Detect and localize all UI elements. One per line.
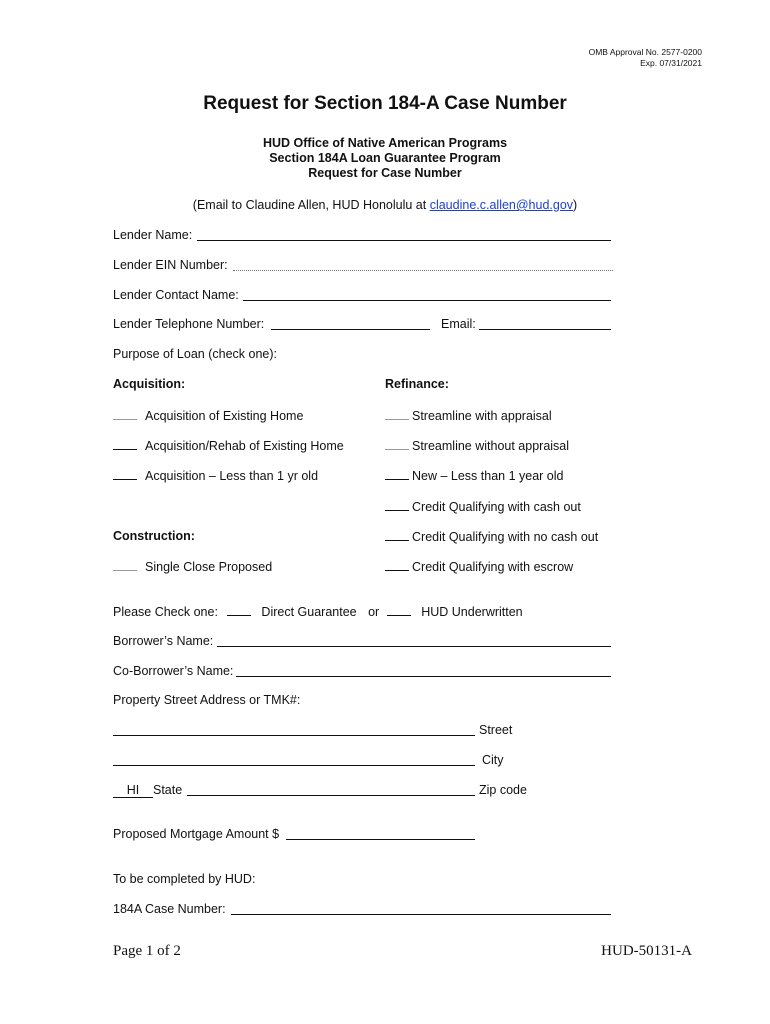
request-subtitle: Request for Case Number bbox=[308, 166, 462, 180]
property-address-label: Property Street Address or TMK#: bbox=[113, 693, 301, 707]
refinance-option bbox=[385, 559, 573, 574]
single-close-label: Single Close Proposed bbox=[145, 560, 273, 574]
acquisition-option bbox=[113, 468, 318, 483]
city-label: City bbox=[482, 753, 504, 767]
credit-escrow-checkbox[interactable] bbox=[385, 559, 409, 571]
refinance-option bbox=[385, 438, 569, 453]
hud-section-label: To be completed by HUD: bbox=[113, 872, 256, 886]
email-link[interactable]: claudine.c.allen@hud.gov bbox=[429, 198, 574, 212]
check-one-label: Please Check one: bbox=[113, 605, 218, 619]
lender-ein-field[interactable] bbox=[233, 270, 613, 271]
lender-name-field[interactable] bbox=[197, 240, 611, 241]
lender-name-label: Lender Name: bbox=[113, 228, 193, 242]
email-label: Email: bbox=[441, 317, 476, 331]
lender-phone-field[interactable] bbox=[271, 329, 430, 330]
lender-contact-field[interactable] bbox=[243, 300, 611, 301]
refinance-new-label: New – Less than 1 year old bbox=[412, 469, 564, 483]
streamline-no-appraisal-checkbox[interactable] bbox=[385, 438, 409, 450]
single-close-checkbox[interactable] bbox=[113, 559, 137, 571]
credit-no-cash-out-checkbox[interactable] bbox=[385, 529, 409, 541]
state-label: State bbox=[153, 783, 183, 797]
acquisition-option bbox=[113, 408, 303, 423]
zip-code-label: Zip code bbox=[479, 783, 527, 797]
acquisition-existing-checkbox[interactable] bbox=[113, 408, 137, 420]
refinance-option bbox=[385, 499, 581, 514]
page-number: Page 1 of 2 bbox=[113, 943, 181, 959]
email-field[interactable] bbox=[479, 329, 611, 330]
credit-cash-out-label: Credit Qualifying with cash out bbox=[412, 500, 581, 514]
credit-no-cash-out-label: Credit Qualifying with no cash out bbox=[412, 530, 599, 544]
credit-cash-out-checkbox[interactable] bbox=[385, 499, 409, 511]
mortgage-amount-label: Proposed Mortgage Amount $ bbox=[113, 827, 280, 841]
refinance-option bbox=[385, 529, 598, 544]
purpose-label: Purpose of Loan (check one): bbox=[113, 347, 277, 361]
hud-underwritten-label: HUD Underwritten bbox=[421, 605, 523, 619]
refinance-option bbox=[385, 468, 563, 483]
email-instruction-prefix: (Email to Claudine Allen, HUD Honolulu at bbox=[192, 198, 430, 212]
acquisition-rehab-label: Acquisition/Rehab of Existing Home bbox=[145, 439, 344, 453]
construction-heading: Construction: bbox=[113, 529, 195, 543]
email-instruction-suffix: ) bbox=[573, 198, 578, 212]
or-text: or bbox=[368, 605, 380, 619]
acquisition-new-checkbox[interactable] bbox=[113, 468, 137, 480]
direct-guarantee-checkbox[interactable] bbox=[227, 604, 251, 616]
street-field[interactable] bbox=[113, 735, 475, 736]
streamline-appraisal-label: Streamline with appraisal bbox=[412, 409, 552, 423]
omb-approval-number: OMB Approval No. 2577-0200 bbox=[588, 47, 702, 57]
form-title: Request for Section 184-A Case Number bbox=[203, 93, 567, 114]
guarantee-type-row bbox=[113, 604, 523, 619]
program-subtitle: Section 184A Loan Guarantee Program bbox=[269, 151, 501, 165]
direct-guarantee-label: Direct Guarantee bbox=[261, 605, 357, 619]
acquisition-option bbox=[113, 438, 344, 453]
form-id: HUD-50131-A bbox=[601, 943, 692, 959]
omb-expiration-date: Exp. 07/31/2021 bbox=[640, 58, 702, 68]
case-number-field[interactable] bbox=[231, 914, 611, 915]
office-subtitle: HUD Office of Native American Programs bbox=[262, 136, 508, 150]
state-row bbox=[113, 783, 182, 798]
construction-option bbox=[113, 559, 272, 574]
refinance-heading: Refinance: bbox=[385, 377, 449, 391]
co-borrower-name-field[interactable] bbox=[236, 676, 611, 677]
borrower-name-field[interactable] bbox=[217, 646, 611, 647]
streamline-no-appraisal-label: Streamline without appraisal bbox=[412, 439, 570, 453]
acquisition-rehab-checkbox[interactable] bbox=[113, 438, 137, 450]
acquisition-new-label: Acquisition – Less than 1 yr old bbox=[145, 469, 319, 483]
streamline-appraisal-checkbox[interactable] bbox=[385, 408, 409, 420]
mortgage-amount-field[interactable] bbox=[286, 839, 475, 840]
refinance-new-checkbox[interactable] bbox=[385, 468, 409, 480]
lender-contact-label: Lender Contact Name: bbox=[113, 288, 239, 302]
lender-phone-label: Lender Telephone Number: bbox=[113, 317, 265, 331]
hud-underwritten-checkbox[interactable] bbox=[387, 604, 411, 616]
acquisition-heading: Acquisition: bbox=[113, 377, 186, 391]
email-instruction bbox=[0, 198, 770, 212]
credit-escrow-label: Credit Qualifying with escrow bbox=[412, 560, 574, 574]
zip-code-field[interactable] bbox=[187, 795, 475, 796]
co-borrower-name-label: Co-Borrower’s Name: bbox=[113, 664, 234, 678]
case-number-label: 184A Case Number: bbox=[113, 902, 226, 916]
acquisition-existing-label: Acquisition of Existing Home bbox=[145, 409, 304, 423]
refinance-option bbox=[385, 408, 552, 423]
lender-ein-label: Lender EIN Number: bbox=[113, 258, 228, 272]
state-value[interactable]: HI bbox=[113, 783, 153, 798]
city-field[interactable] bbox=[113, 765, 475, 766]
borrower-name-label: Borrower’s Name: bbox=[113, 634, 214, 648]
street-label: Street bbox=[479, 723, 513, 737]
